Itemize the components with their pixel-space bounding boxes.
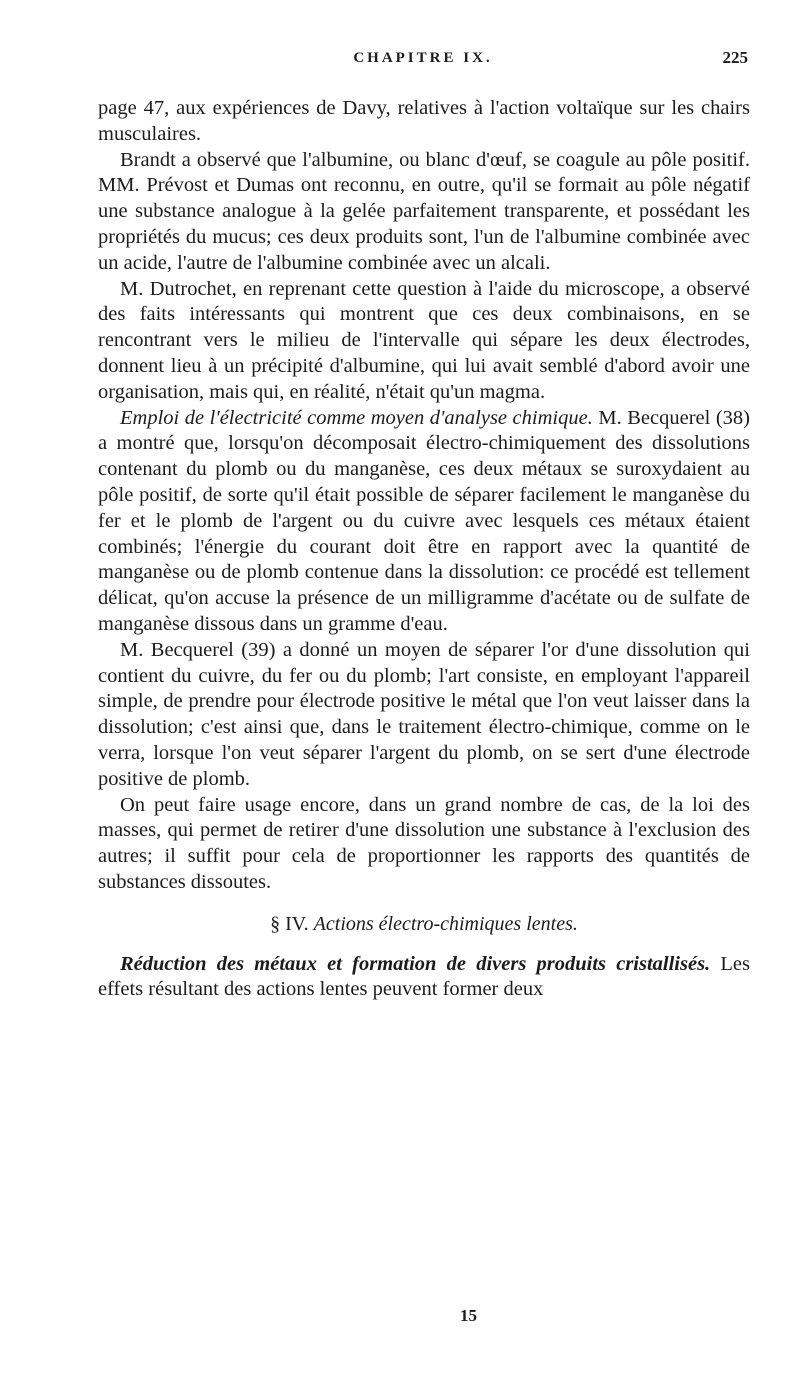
paragraph-7-title: Réduction des métaux et formation de divers produits cristallisés. xyxy=(120,952,711,975)
signature-mark: 15 xyxy=(460,1306,477,1325)
paragraph-4-title: Emploi de l'électricité comme moyen d'analyse chimique. xyxy=(120,406,593,429)
page-number: 225 xyxy=(722,48,748,67)
section-heading xyxy=(98,912,750,938)
paragraph-2: Brandt a observé que l'albumine, ou blanc d'œuf, se coagule au pôle positif. MM. Prévost et Dumas ont reconnu, en outre, qu'il se formait au pôle négatif une substance analogue à la gelée parfaitement transparente, et possédant les propriétés du mucus; ces deux produits sont, l'un de l'albumine combinée avec un acide, l'autre de l'albumine combinée avec un alcali. xyxy=(98,148,750,274)
section-title: Actions électro-chimiques lentes. xyxy=(313,912,578,935)
paragraph-6: On peut faire usage encore, dans un grand nombre de cas, de la loi des masses, qui permet de retirer d'une dissolution une substance à l'exclusion des autres; il suffit pour cela de proportionner les rapports des quantités de substances dissoutes. xyxy=(98,793,750,893)
body-text xyxy=(98,96,750,1003)
paragraph-3: M. Dutrochet, en reprenant cette question à l'aide du microscope, a observé des faits intéressants qui montrent que ces deux combinaisons, en se rencontrant vers le milieu de l'intervalle qui sépare les deux électrodes, donnent lieu à un précipité d'albumine, qui lui avait semblé d'abord avoir une organisation, mais qui, en réalité, n'était qu'un magma. xyxy=(98,277,750,403)
paragraph-7 xyxy=(98,952,750,1004)
paragraph-1: page 47, aux expériences de Davy, relatives à l'action voltaïque sur les chairs musculaires. xyxy=(98,97,750,145)
running-head: CHAPITRE IX. xyxy=(353,50,493,66)
paragraph-4-text: M. Becquerel (38) a montré que, lorsqu'on décomposait électro-chimiquement des dissolutions contenant du plomb ou du manganèse, ces deux métaux se suroxydaient au pôle positif, de sorte qu'il était possible de séparer facilement le manganèse du fer et le plomb de l'argent ou du cuivre avec lesquels ces métaux étaient combinés; l'énergie du courant doit être en rapport avec la quantité de manganèse ou de plomb contenue dans la dissolution: ce procédé est tellement délicat, qu'on accuse la présence de un milligramme d'acétate ou de sulfate de manganèse dissous dans un gramme d'eau. xyxy=(98,406,750,635)
paragraph-7-text: Les effets résultant des actions lentes peuvent former deux xyxy=(98,952,750,1001)
paragraph-4 xyxy=(98,406,750,638)
paragraph-5: M. Becquerel (39) a donné un moyen de séparer l'or d'une dissolution qui contient du cuivre, du fer ou du plomb; l'art consiste, en employant l'appareil simple, de prendre pour électrode positive le métal que l'on veut laisser dans la dissolution; c'est ainsi que, dans le traitement électro-chimique, comme on le verra, lorsque l'on veut séparer l'argent du plomb, on se sert d'une électrode positive de plomb. xyxy=(98,638,750,790)
page-header xyxy=(98,46,748,74)
section-mark: § IV. xyxy=(270,912,309,935)
